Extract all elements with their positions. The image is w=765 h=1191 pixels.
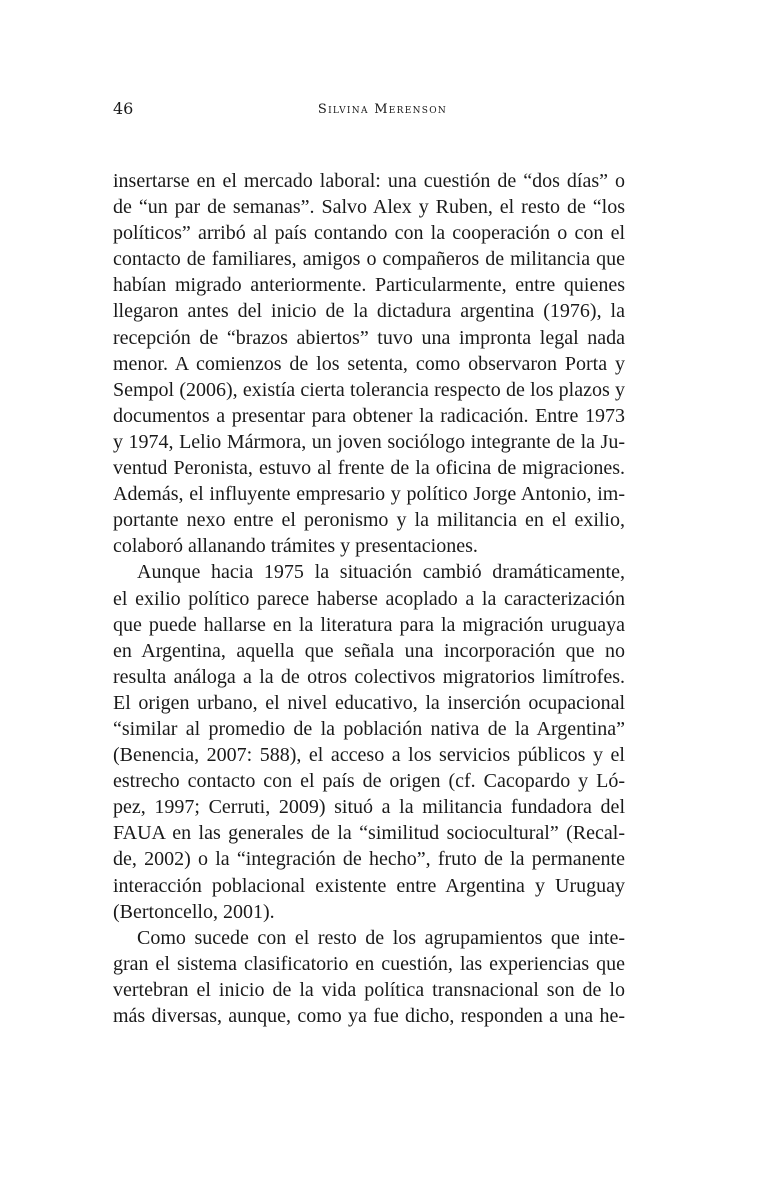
text-line: de, 2002) o la “integración de hecho”, fruto de la permanente	[113, 848, 625, 871]
text-line: Como sucede con el resto de los agrupamientos que inte-	[137, 926, 625, 949]
text-line: insertarse en el mercado laboral: una cuestión de “dos días” o	[113, 170, 625, 192]
text-line: Además, el influyente empresario y político Jorge Antonio, im-	[113, 483, 625, 506]
body-text	[113, 168, 625, 1029]
text-line: “similar al promedio de la población nativa de la Argentina”	[113, 717, 625, 740]
text-line: documentos a presentar para obtener la radicación. Entre 1973	[113, 404, 625, 427]
text-line: Sempol (2006), existía cierta tolerancia respecto de los plazos y	[113, 378, 625, 401]
text-line: menor. A comienzos de los setenta, como observaron Porta y	[113, 352, 625, 375]
text-line: y 1974, Lelio Mármora, un joven sociólogo integrante de la Ju-	[113, 430, 625, 453]
text-line: en Argentina, aquella que señala una incorporación que no	[113, 639, 625, 662]
text-line: (Bertoncello, 2001).	[113, 900, 275, 923]
text-line: políticos” arribó al país contando con la cooperación o con el	[113, 222, 625, 245]
text-line: el exilio político parece haberse acoplado a la caracterización	[113, 587, 625, 610]
text-line: recepción de “brazos abiertos” tuvo una impronta legal nada	[113, 326, 625, 349]
text-line: llegaron antes del inicio de la dictadura argentina (1976), la	[113, 300, 625, 323]
text-line: El origen urbano, el nivel educativo, la inserción ocupacional	[113, 691, 625, 714]
running-head-author: Silvina Merenson	[317, 102, 448, 117]
text-line: FAUA en las generales de la “similitud sociocultural” (Recal-	[113, 822, 625, 845]
text-line: habían migrado anteriormente. Particularmente, entre quienes	[113, 274, 625, 297]
text-line: más diversas, aunque, como ya fue dicho, responden a una he-	[113, 1005, 625, 1027]
text-line: interacción poblacional existente entre Argentina y Uruguay	[113, 874, 625, 897]
text-line: estrecho contacto con el país de origen (cf. Cacopardo y Ló-	[113, 770, 625, 793]
text-line: resulta análoga a la de otros colectivos migratorios limítrofes.	[113, 665, 625, 688]
text-line: (Benencia, 2007: 588), el acceso a los servicios públicos y el	[113, 744, 625, 767]
text-line: colaboró allanando trámites y presentaciones.	[113, 535, 478, 558]
text-line: portante nexo entre el peronismo y la militancia en el exilio,	[113, 509, 625, 532]
text-line: gran el sistema clasificatorio en cuestión, las experiencias que	[113, 952, 625, 975]
text-line: ventud Peronista, estuvo al frente de la oficina de migraciones.	[113, 457, 625, 480]
text-line: que puede hallarse en la literatura para la migración uruguaya	[113, 613, 625, 636]
text-line: de “un par de semanas”. Salvo Alex y Ruben, el resto de “los	[113, 196, 625, 219]
text-line: Aunque hacia 1975 la situación cambió dramáticamente,	[137, 561, 625, 584]
text-line: contacto de familiares, amigos o compañeros de militancia que	[113, 248, 625, 271]
text-line: vertebran el inicio de la vida política transnacional son de lo	[113, 978, 625, 1001]
text-line: pez, 1997; Cerruti, 2009) situó a la militancia fundadora del	[113, 796, 625, 819]
page-number: 46	[113, 99, 134, 118]
